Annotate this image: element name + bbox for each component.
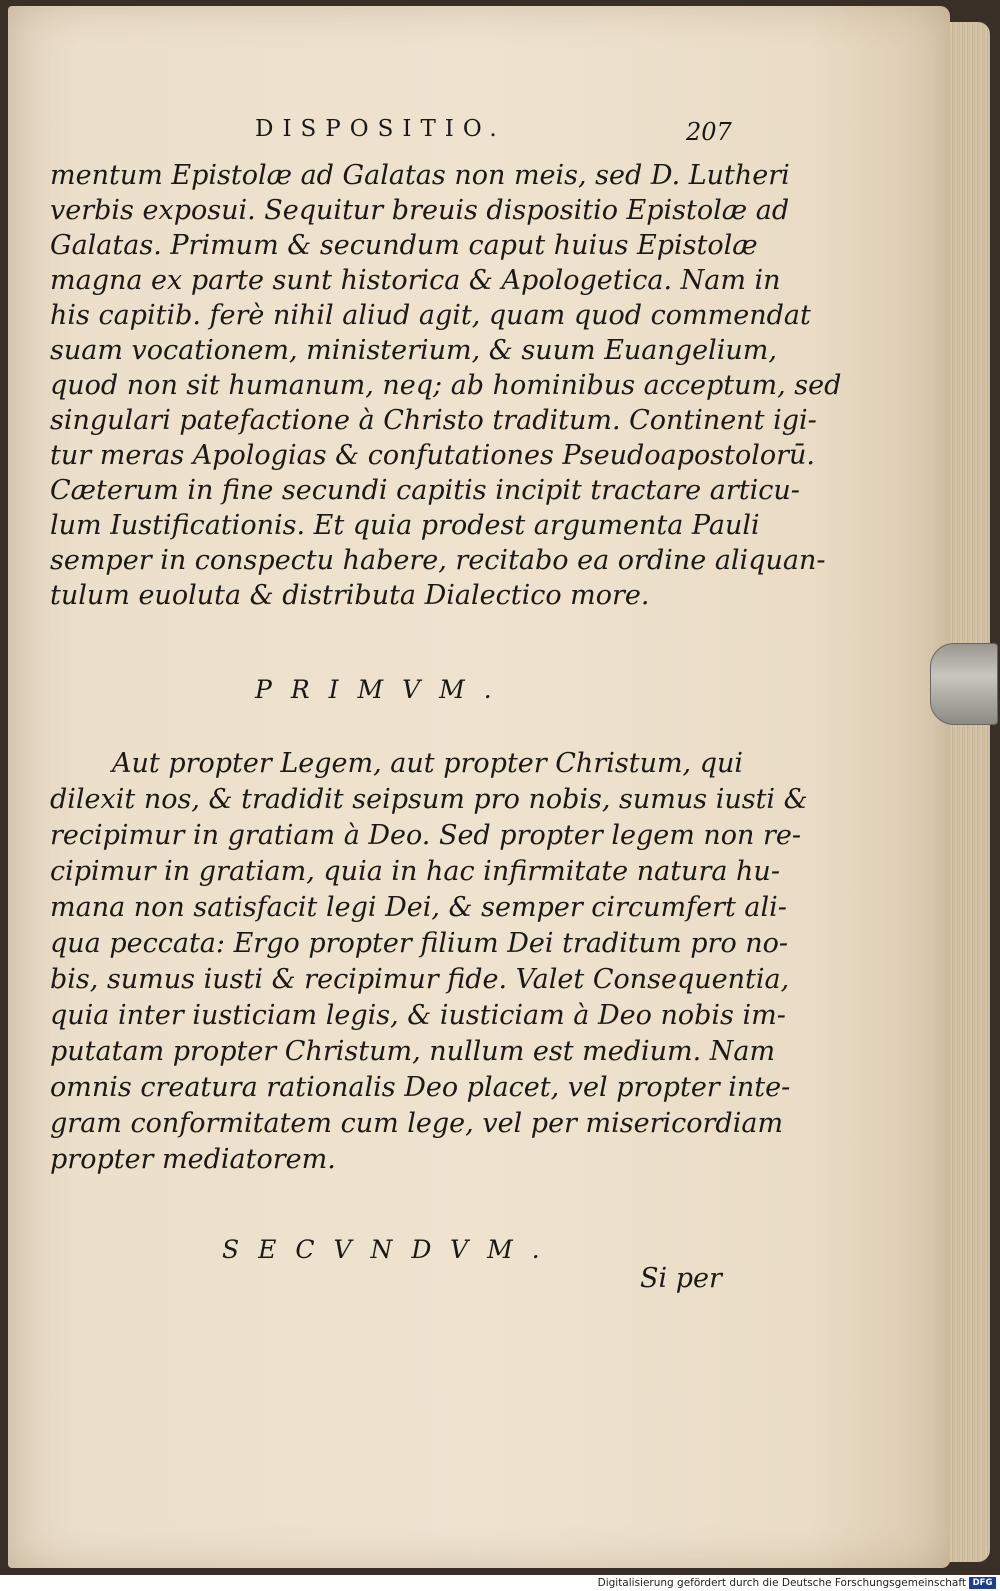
text-line: qua peccata: Ergo propter filium Dei traditum pro no-	[50, 928, 789, 959]
text-line: propter mediatorem.	[50, 1144, 336, 1175]
section-heading-primvm: PRIMVM.	[255, 675, 511, 704]
text-line: bis, sumus iusti & recipimur fide. Valet Consequentia,	[50, 964, 790, 995]
book-clasp	[930, 643, 998, 725]
text-line: gram conformitatem cum lege, vel per misericordiam	[50, 1108, 784, 1139]
text-line: omnis creatura rationalis Deo placet, vel propter inte-	[50, 1072, 791, 1103]
text-line: mana non satisfacit legi Dei, & semper circumfert ali-	[50, 892, 787, 923]
catchword: Si per	[640, 1263, 722, 1294]
dfg-logo: DFG	[969, 1577, 996, 1589]
text-line: lum Iustificationis. Et quia prodest argumenta Pauli	[50, 510, 760, 541]
text-line: recipimur in gratiam à Deo. Sed propter legem non re-	[50, 820, 802, 851]
text-line: magna ex parte sunt historica & Apologetica. Nam in	[50, 265, 781, 296]
text-line: semper in conspectu habere, recitabo ea ordine aliquan-	[50, 545, 826, 576]
text-line: Galatas. Primum & secundum caput huius Epistolæ	[50, 230, 758, 261]
text-line: tulum euoluta & distributa Dialectico more.	[50, 580, 650, 611]
text-line: cipimur in gratiam, quia in hac infirmitate natura hu-	[50, 856, 780, 887]
text-line: Aut propter Legem, aut propter Christum, qui	[112, 748, 744, 779]
text-line: quod non sit humanum, neq; ab hominibus acceptum, sed	[50, 370, 842, 401]
running-title: DISPOSITIO.	[255, 116, 506, 142]
text-line: Cæterum in fine secundi capitis incipit tractare articu-	[50, 475, 800, 506]
text-line: tur meras Apologias & confutationes Pseudoapostolorū.	[50, 440, 815, 471]
text-line: quia inter iusticiam legis, & iusticiam à Deo nobis im-	[50, 1000, 786, 1031]
text-line: dilexit nos, & tradidit seipsum pro nobis, sumus iusti &	[50, 784, 808, 815]
text-line: suam vocationem, ministerium, & suum Euangelium,	[50, 335, 777, 366]
page-edges	[948, 22, 990, 1562]
text-line: singulari patefactione à Christo traditum. Continent igi-	[50, 405, 817, 436]
footer-credit: Digitalisierung gefördert durch die Deutsche Forschungsgemeinschaft	[597, 1577, 966, 1589]
text-line: his capitib. ferè nihil aliud agit, quam quod commendat	[50, 300, 811, 331]
text-line: putatam propter Christum, nullum est medium. Nam	[50, 1036, 776, 1067]
text-line: mentum Epistolæ ad Galatas non meis, sed D. Lutheri	[50, 160, 790, 191]
page-number: 207	[686, 118, 732, 146]
text-line: verbis exposui. Sequitur breuis dispositio Epistolæ ad	[50, 195, 790, 226]
section-heading-secvndvm: SECVNDVM.	[222, 1235, 559, 1264]
